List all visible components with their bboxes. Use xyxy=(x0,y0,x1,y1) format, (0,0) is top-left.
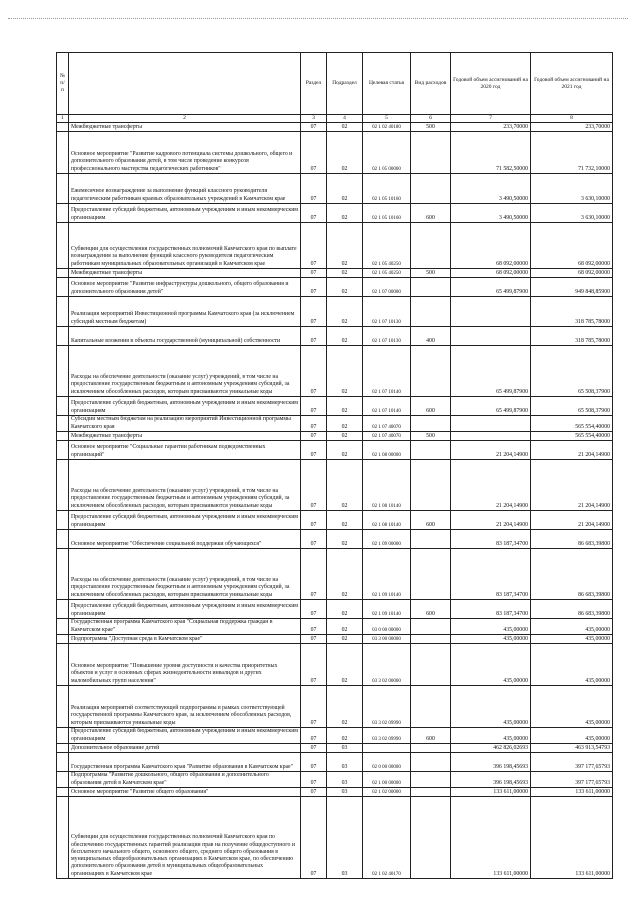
row-2020-cell: 65 499,87900 xyxy=(451,396,531,415)
row-name-cell: Капитальные вложения в объекты государственной (муниципальной) собственности xyxy=(69,326,301,345)
row-2020-cell: 133 611,00000 xyxy=(451,796,531,878)
index-row xyxy=(57,115,613,123)
row-2020-cell: 396 198,45693 xyxy=(451,752,531,771)
row-podrazdel-cell: 03 xyxy=(327,771,363,787)
row-podrazdel-cell: 02 xyxy=(327,415,363,431)
row-vid-cell: 600 xyxy=(411,727,451,743)
row-podrazdel-cell: 02 xyxy=(327,173,363,203)
row-name-cell: Основное мероприятие "Повышение уровня доступности и качества приоритетных объектов и услуг в основных сферах жизнедеятельности инвалидов и других маломобильных групп населения" xyxy=(69,643,301,685)
row-vid-cell: 600 xyxy=(411,396,451,415)
row-podrazdel-cell: 02 xyxy=(327,685,363,727)
row-name-cell: Основное мероприятие "Развитие общего образования" xyxy=(69,787,301,796)
row-target-cell: 02 1 02 40180 xyxy=(363,122,411,131)
row-num-cell xyxy=(57,510,69,529)
row-2021-cell: 86 683,39800 xyxy=(531,529,613,548)
row-razdel-cell: 07 xyxy=(301,268,327,277)
table-row xyxy=(57,548,613,599)
row-name-cell: Предоставление субсидий бюджетным, автономным учреждениям и иным некоммерческим организациям xyxy=(69,727,301,743)
table-row xyxy=(57,510,613,529)
row-razdel-cell: 07 xyxy=(301,296,327,326)
row-2020-cell: 396 198,45693 xyxy=(451,771,531,787)
row-razdel-cell: 07 xyxy=(301,634,327,643)
row-name-cell: Межбюджетные трансферты xyxy=(69,268,301,277)
row-podrazdel-cell: 02 xyxy=(327,510,363,529)
row-target-cell: 02 1 08 10140 xyxy=(363,459,411,510)
row-num-cell xyxy=(57,618,69,634)
row-vid-cell xyxy=(411,685,451,727)
row-razdel-cell: 07 xyxy=(301,415,327,431)
row-podrazdel-cell: 02 xyxy=(327,529,363,548)
row-2021-cell: 65 508,37900 xyxy=(531,345,613,396)
row-vid-cell xyxy=(411,618,451,634)
row-name-cell: Предоставление субсидий бюджетным, автономным учреждениям и иным некоммерческим организациям xyxy=(69,599,301,618)
table-header-row xyxy=(57,53,613,115)
row-name-cell: Реализация мероприятий соответствующей подпрограммы в рамках соответствующей государственной программы Камчатского края, за исключением обособленных расходов, которым присваиваются уникальные коды xyxy=(69,685,301,727)
table-row xyxy=(57,634,613,643)
row-target-cell xyxy=(363,743,411,752)
row-num-cell xyxy=(57,326,69,345)
row-name-cell: Ежемесячное вознаграждение за выполнение функций классного руководителя педагогическим работникам краевых образовательных учреждений в Камчатском крае xyxy=(69,173,301,203)
row-razdel-cell: 07 xyxy=(301,510,327,529)
table-row xyxy=(57,173,613,203)
table-row xyxy=(57,685,613,727)
row-2020-cell: 68 092,00000 xyxy=(451,268,531,277)
row-num-cell xyxy=(57,296,69,326)
row-podrazdel-cell: 02 xyxy=(327,440,363,459)
header-2020: Годовой объем ассигнований на 2020 год xyxy=(451,53,531,115)
row-num-cell xyxy=(57,796,69,878)
row-vid-cell: 600 xyxy=(411,510,451,529)
row-vid-cell xyxy=(411,345,451,396)
row-target-cell: 02 1 07 10130 xyxy=(363,326,411,345)
table-row xyxy=(57,277,613,296)
row-vid-cell xyxy=(411,787,451,796)
row-num-cell xyxy=(57,752,69,771)
row-name-cell: Расходы на обеспечение деятельности (оказание услуг) учреждений, в том числе на предоставление государственным бюджетным и автономным учреждениям субсидий, за исключением обособленных расходов, которым присваиваются уникальные коды xyxy=(69,459,301,510)
budget-table xyxy=(56,52,613,879)
row-target-cell: 03 3 00 00000 xyxy=(363,634,411,643)
row-target-cell: 02 1 08 00000 xyxy=(363,440,411,459)
table-row xyxy=(57,296,613,326)
row-razdel-cell: 07 xyxy=(301,431,327,440)
row-2020-cell: 65 499,87900 xyxy=(451,277,531,296)
row-vid-cell xyxy=(411,415,451,431)
row-podrazdel-cell: 02 xyxy=(327,277,363,296)
row-podrazdel-cell: 02 xyxy=(327,634,363,643)
row-name-cell: Субвенции для осуществления государственных полномочий Камчатского края по обеспечению государственных гарантий реализации прав на получение общедоступного и бесплатного начального общего, основного общего, среднего общего образования в муниципальных общеобразовательных организациях в Камчатском крае, по обеспечению дополнительного образования детей в муниципальных общеобразовательных организациях в Камчатском крае xyxy=(69,796,301,878)
row-vid-cell xyxy=(411,131,451,173)
table-row xyxy=(57,396,613,415)
row-2021-cell: 318 785,78000 xyxy=(531,326,613,345)
row-target-cell: 02 1 02 40170 xyxy=(363,796,411,878)
row-target-cell: 02 1 09 10140 xyxy=(363,548,411,599)
row-num-cell xyxy=(57,277,69,296)
row-num-cell xyxy=(57,345,69,396)
row-vid-cell xyxy=(411,529,451,548)
table-row xyxy=(57,222,613,268)
row-2020-cell: 68 092,00000 xyxy=(451,222,531,268)
row-vid-cell: 500 xyxy=(411,122,451,131)
row-target-cell: 02 1 05 10160 xyxy=(363,173,411,203)
row-2021-cell: 68 092,00000 xyxy=(531,268,613,277)
row-2020-cell: 3 490,50000 xyxy=(451,203,531,222)
row-podrazdel-cell: 02 xyxy=(327,268,363,277)
row-num-cell xyxy=(57,743,69,752)
row-2021-cell: 21 204,14900 xyxy=(531,459,613,510)
table-row xyxy=(57,599,613,618)
row-vid-cell xyxy=(411,634,451,643)
row-podrazdel-cell: 02 xyxy=(327,618,363,634)
row-razdel-cell: 07 xyxy=(301,173,327,203)
row-vid-cell xyxy=(411,771,451,787)
row-vid-cell: 500 xyxy=(411,431,451,440)
row-name-cell: Основное мероприятие "Социальные гарантии работникам подведомственных организаций" xyxy=(69,440,301,459)
row-target-cell: 02 1 09 10140 xyxy=(363,599,411,618)
row-num-cell xyxy=(57,771,69,787)
row-razdel-cell: 07 xyxy=(301,743,327,752)
row-target-cell: 02 1 07 00000 xyxy=(363,277,411,296)
row-name-cell: Государственная программа Камчатского края "Развитие образования в Камчатском крае" xyxy=(69,752,301,771)
row-2021-cell: 65 508,37900 xyxy=(531,396,613,415)
row-num-cell xyxy=(57,203,69,222)
row-num-cell xyxy=(57,222,69,268)
row-num-cell xyxy=(57,599,69,618)
row-name-cell: Реализация мероприятий Инвестиционной программы Камчатского края (за исключением субсидий местным бюджетам) xyxy=(69,296,301,326)
row-2020-cell: 65 499,87900 xyxy=(451,345,531,396)
row-num-cell xyxy=(57,431,69,440)
row-razdel-cell: 07 xyxy=(301,618,327,634)
row-2021-cell: 68 092,00000 xyxy=(531,222,613,268)
row-2020-cell: 21 204,14900 xyxy=(451,510,531,529)
row-target-cell: 02 1 07 40070 xyxy=(363,431,411,440)
row-razdel-cell: 07 xyxy=(301,131,327,173)
row-podrazdel-cell: 02 xyxy=(327,459,363,510)
row-2021-cell: 21 204,14900 xyxy=(531,440,613,459)
row-2020-cell xyxy=(451,296,531,326)
row-razdel-cell: 07 xyxy=(301,222,327,268)
row-target-cell: 02 1 05 00000 xyxy=(363,131,411,173)
row-num-cell xyxy=(57,634,69,643)
row-name-cell: Основное мероприятие "Развитие инфраструктуры дошкольного, общего образования и дополнительного образования детей" xyxy=(69,277,301,296)
row-2021-cell: 565 554,40000 xyxy=(531,415,613,431)
row-target-cell: 02 1 05 10160 xyxy=(363,203,411,222)
table-row xyxy=(57,131,613,173)
row-num-cell xyxy=(57,529,69,548)
table-row xyxy=(57,326,613,345)
row-num-cell xyxy=(57,268,69,277)
row-vid-cell xyxy=(411,796,451,878)
index-cell: 8 xyxy=(531,115,613,123)
row-num-cell xyxy=(57,440,69,459)
row-name-cell: Предоставление субсидий бюджетным, автономным учреждениям и иным некоммерческим организациям xyxy=(69,203,301,222)
row-vid-cell xyxy=(411,296,451,326)
row-target-cell: 03 3 02 00000 xyxy=(363,643,411,685)
row-vid-cell: 600 xyxy=(411,203,451,222)
table-body xyxy=(57,122,613,878)
row-2021-cell: 397 177,65793 xyxy=(531,752,613,771)
header-name xyxy=(69,53,301,115)
row-podrazdel-cell: 02 xyxy=(327,122,363,131)
index-cell: 3 xyxy=(301,115,327,123)
row-razdel-cell: 07 xyxy=(301,599,327,618)
row-2021-cell: 233,70000 xyxy=(531,122,613,131)
row-razdel-cell: 07 xyxy=(301,396,327,415)
row-2021-cell: 435,00000 xyxy=(531,634,613,643)
row-num-cell xyxy=(57,396,69,415)
row-vid-cell xyxy=(411,173,451,203)
row-target-cell: 02 1 00 00000 xyxy=(363,771,411,787)
row-vid-cell xyxy=(411,440,451,459)
row-name-cell: Межбюджетные трансферты xyxy=(69,122,301,131)
row-podrazdel-cell: 03 xyxy=(327,787,363,796)
row-2021-cell: 71 732,10000 xyxy=(531,131,613,173)
table-row xyxy=(57,796,613,878)
row-razdel-cell: 07 xyxy=(301,685,327,727)
row-podrazdel-cell: 02 xyxy=(327,296,363,326)
row-vid-cell: 500 xyxy=(411,268,451,277)
row-vid-cell xyxy=(411,743,451,752)
row-razdel-cell: 07 xyxy=(301,771,327,787)
row-target-cell: 02 1 05 40250 xyxy=(363,268,411,277)
row-podrazdel-cell: 02 xyxy=(327,326,363,345)
row-vid-cell: 400 xyxy=(411,326,451,345)
row-2021-cell: 565 554,40000 xyxy=(531,431,613,440)
index-cell: 6 xyxy=(411,115,451,123)
index-cell: 4 xyxy=(327,115,363,123)
row-target-cell: 02 1 05 40250 xyxy=(363,222,411,268)
row-razdel-cell: 07 xyxy=(301,459,327,510)
table-row xyxy=(57,787,613,796)
row-podrazdel-cell: 02 xyxy=(327,727,363,743)
row-podrazdel-cell: 02 xyxy=(327,599,363,618)
top-dotted-line xyxy=(8,18,628,19)
row-2020-cell: 3 490,50000 xyxy=(451,173,531,203)
row-name-cell: Дополнительное образование детей xyxy=(69,743,301,752)
row-2020-cell: 435,00000 xyxy=(451,685,531,727)
row-podrazdel-cell: 03 xyxy=(327,743,363,752)
header-podrazdel: Подраздел xyxy=(327,53,363,115)
table-row xyxy=(57,752,613,771)
table-row xyxy=(57,771,613,787)
row-target-cell: 02 0 00 00000 xyxy=(363,752,411,771)
row-2020-cell: 21 204,14900 xyxy=(451,459,531,510)
row-target-cell: 02 1 07 10130 xyxy=(363,296,411,326)
row-num-cell xyxy=(57,643,69,685)
row-2021-cell: 133 611,00000 xyxy=(531,787,613,796)
table-row xyxy=(57,618,613,634)
row-podrazdel-cell: 02 xyxy=(327,131,363,173)
index-cell: 5 xyxy=(363,115,411,123)
row-podrazdel-cell: 03 xyxy=(327,796,363,878)
row-2021-cell: 397 177,65793 xyxy=(531,771,613,787)
row-num-cell xyxy=(57,685,69,727)
row-razdel-cell: 07 xyxy=(301,326,327,345)
row-2020-cell: 435,00000 xyxy=(451,634,531,643)
row-2020-cell: 462 826,02693 xyxy=(451,743,531,752)
table-row xyxy=(57,268,613,277)
row-name-cell: Предоставление субсидий бюджетным, автономным учреждениям и иным некоммерческим организациям xyxy=(69,510,301,529)
row-name-cell: Предоставление субсидий бюджетным, автономным учреждениям и иным некоммерческим организациям xyxy=(69,396,301,415)
row-num-cell xyxy=(57,415,69,431)
row-2020-cell: 71 582,50000 xyxy=(451,131,531,173)
row-2021-cell: 435,00000 xyxy=(531,685,613,727)
row-vid-cell xyxy=(411,222,451,268)
header-num: № п/п xyxy=(57,53,69,115)
row-2021-cell: 86 683,39800 xyxy=(531,548,613,599)
row-num-cell xyxy=(57,459,69,510)
row-target-cell: 03 0 00 00000 xyxy=(363,618,411,634)
row-podrazdel-cell: 03 xyxy=(327,752,363,771)
row-name-cell: Основное мероприятие "Обеспечение социальной поддержки обучающихся" xyxy=(69,529,301,548)
row-2020-cell: 21 204,14900 xyxy=(451,440,531,459)
row-2021-cell: 463 913,54793 xyxy=(531,743,613,752)
row-num-cell xyxy=(57,131,69,173)
row-razdel-cell: 07 xyxy=(301,727,327,743)
row-podrazdel-cell: 02 xyxy=(327,203,363,222)
table-row xyxy=(57,459,613,510)
row-razdel-cell: 07 xyxy=(301,548,327,599)
row-vid-cell xyxy=(411,752,451,771)
row-razdel-cell: 07 xyxy=(301,643,327,685)
row-name-cell: Субсидии местным бюджетам на реализацию мероприятий Инвестиционной программы Камчатского края xyxy=(69,415,301,431)
row-razdel-cell: 07 xyxy=(301,345,327,396)
row-podrazdel-cell: 02 xyxy=(327,345,363,396)
row-target-cell: 02 1 08 10140 xyxy=(363,510,411,529)
row-podrazdel-cell: 02 xyxy=(327,222,363,268)
table-row xyxy=(57,431,613,440)
row-2021-cell: 435,00000 xyxy=(531,643,613,685)
row-2020-cell: 83 187,34700 xyxy=(451,548,531,599)
row-2020-cell: 83 187,34700 xyxy=(451,599,531,618)
row-2020-cell: 233,70000 xyxy=(451,122,531,131)
table-row xyxy=(57,345,613,396)
row-name-cell: Межбюджетные трансферты xyxy=(69,431,301,440)
table-row xyxy=(57,415,613,431)
table-row xyxy=(57,643,613,685)
row-name-cell: Подпрограмма "Развитие дошкольного, общего образования и дополнительного образования детей в Камчатском крае" xyxy=(69,771,301,787)
row-name-cell: Субвенции для осуществления государственных полномочий Камчатского края по выплате вознаграждения за выполнение функций классного руководителя педагогическим работникам муниципальных образовательных организаций в Камчатском крае xyxy=(69,222,301,268)
row-name-cell: Основное мероприятие "Развитие кадрового потенциала системы дошкольного, общего и дополнительного образования детей, в том числе проведение конкурсов профессионального мастерства педагогических работников" xyxy=(69,131,301,173)
row-2021-cell: 133 611,00000 xyxy=(531,796,613,878)
row-razdel-cell: 07 xyxy=(301,529,327,548)
row-2021-cell: 21 204,14900 xyxy=(531,510,613,529)
table-row xyxy=(57,529,613,548)
header-vid: Вид расходов xyxy=(411,53,451,115)
row-num-cell xyxy=(57,548,69,599)
row-target-cell: 02 1 07 40070 xyxy=(363,415,411,431)
row-name-cell: Расходы на обеспечение деятельности (оказание услуг) учреждений, в том числе на предоставление государственным бюджетным и автономным учреждениям субсидий, за исключением обособленных расходов, которым присваиваются уникальные коды xyxy=(69,548,301,599)
row-name-cell: Расходы на обеспечение деятельности (оказание услуг) учреждений, в том числе на предоставление государственным бюджетным и автономным учреждениям субсидий, за исключением обособленных расходов, которым присваиваются уникальные коды xyxy=(69,345,301,396)
row-2020-cell xyxy=(451,431,531,440)
header-2021: Годовой объем ассигнований на 2021 год xyxy=(531,53,613,115)
row-podrazdel-cell: 02 xyxy=(327,548,363,599)
row-num-cell xyxy=(57,727,69,743)
row-razdel-cell: 07 xyxy=(301,203,327,222)
table-row xyxy=(57,122,613,131)
row-vid-cell xyxy=(411,459,451,510)
row-podrazdel-cell: 02 xyxy=(327,643,363,685)
index-cell: 7 xyxy=(451,115,531,123)
row-vid-cell: 600 xyxy=(411,599,451,618)
row-2020-cell: 435,00000 xyxy=(451,643,531,685)
row-num-cell xyxy=(57,173,69,203)
row-2021-cell: 435,00000 xyxy=(531,618,613,634)
row-razdel-cell: 07 xyxy=(301,752,327,771)
row-2020-cell xyxy=(451,326,531,345)
row-podrazdel-cell: 02 xyxy=(327,431,363,440)
index-cell: 1 xyxy=(57,115,69,123)
header-razdel: Раздел xyxy=(301,53,327,115)
row-target-cell: 02 1 02 00000 xyxy=(363,787,411,796)
row-2020-cell: 435,00000 xyxy=(451,618,531,634)
row-num-cell xyxy=(57,122,69,131)
row-target-cell: 02 1 07 10140 xyxy=(363,396,411,415)
index-cell: 2 xyxy=(69,115,301,123)
table-row xyxy=(57,727,613,743)
row-target-cell: 03 3 02 09990 xyxy=(363,685,411,727)
row-razdel-cell: 07 xyxy=(301,440,327,459)
row-2020-cell: 83 187,34700 xyxy=(451,529,531,548)
row-vid-cell xyxy=(411,548,451,599)
row-target-cell: 02 1 07 10140 xyxy=(363,345,411,396)
row-2021-cell: 3 630,10000 xyxy=(531,203,613,222)
row-vid-cell xyxy=(411,643,451,685)
table-row xyxy=(57,203,613,222)
row-podrazdel-cell: 02 xyxy=(327,396,363,415)
row-2020-cell: 435,00000 xyxy=(451,727,531,743)
row-target-cell: 02 1 09 00000 xyxy=(363,529,411,548)
row-2021-cell: 318 785,78000 xyxy=(531,296,613,326)
row-2021-cell: 86 683,39800 xyxy=(531,599,613,618)
row-2021-cell: 435,00000 xyxy=(531,727,613,743)
row-2020-cell: 133 611,00000 xyxy=(451,787,531,796)
row-vid-cell xyxy=(411,277,451,296)
row-num-cell xyxy=(57,787,69,796)
row-razdel-cell: 07 xyxy=(301,787,327,796)
row-target-cell: 03 3 02 09990 xyxy=(363,727,411,743)
row-2021-cell: 949 848,85900 xyxy=(531,277,613,296)
table-row xyxy=(57,440,613,459)
row-name-cell: Государственная программа Камчатского края "Социальная поддержка граждан в Камчатском крае" xyxy=(69,618,301,634)
row-2021-cell: 3 630,10000 xyxy=(531,173,613,203)
row-name-cell: Подпрограмма "Доступная среда в Камчатском крае" xyxy=(69,634,301,643)
row-razdel-cell: 07 xyxy=(301,796,327,878)
row-2020-cell xyxy=(451,415,531,431)
row-razdel-cell: 07 xyxy=(301,122,327,131)
row-razdel-cell: 07 xyxy=(301,277,327,296)
header-tselevaya: Целевая статья xyxy=(363,53,411,115)
table-row xyxy=(57,743,613,752)
